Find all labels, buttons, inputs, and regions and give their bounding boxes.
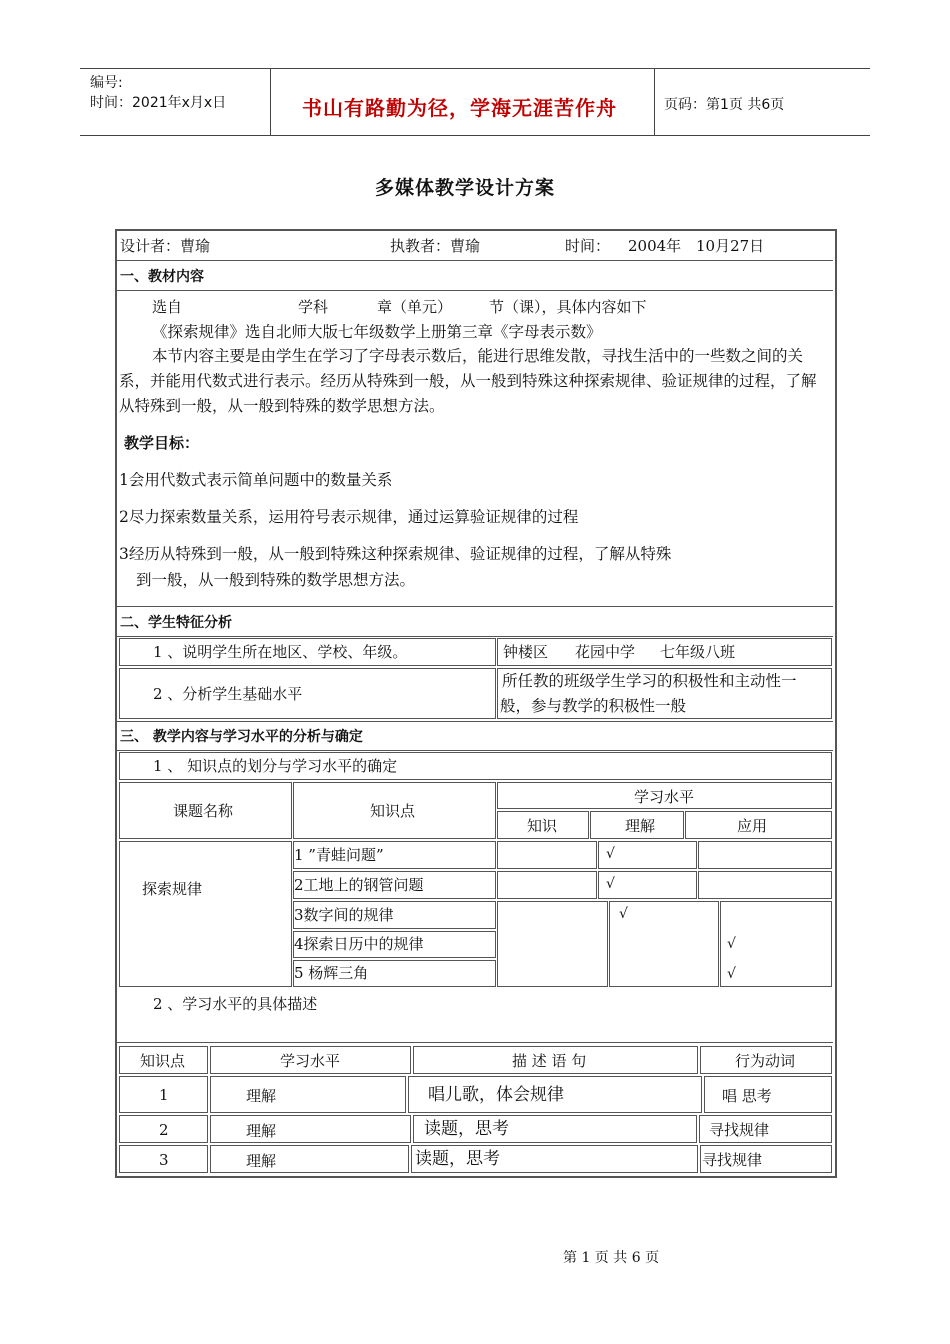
t1-col-topic: 课题名称 [173, 802, 234, 820]
t1-check-1: √ [606, 846, 615, 862]
t1-point-5: 5 杨辉三角 [294, 964, 369, 982]
time-label-info: 时间： [565, 237, 611, 255]
t2-r3-point: 3 [159, 1151, 169, 1169]
goal-2: 2尽力探索数量关系，运用符号表示规律，通过运算验证规律的过程 [119, 508, 579, 526]
sub1-heading: 1 、 知识点的划分与学习水平的确定 [153, 757, 398, 775]
rule [117, 721, 833, 722]
executor: 执教者：曹瑜 [390, 237, 481, 255]
rule [117, 290, 833, 291]
t2-h-verb: 行为动词 [735, 1052, 796, 1070]
t2-r1-desc: 唱儿歌，体会规律 [428, 1085, 564, 1105]
section1-heading: 一、教材内容 [120, 269, 204, 285]
header-bottom-rule [80, 135, 870, 136]
t2-r2-verb: 寻找规律 [709, 1121, 770, 1139]
s2-row1-value-b: 花园中学 [575, 643, 636, 661]
rule [117, 636, 833, 637]
t2-r3-level: 理解 [246, 1152, 277, 1170]
t2-r2-desc: 读题，思考 [424, 1119, 509, 1139]
motto: 书山有路勤为径，学海无涯苦作舟 [302, 96, 617, 120]
t1-col-apply: 应用 [737, 817, 768, 835]
s2-row2-label: 2 、分析学生基础水平 [153, 685, 303, 703]
t1-point-4: 4探索日历中的规律 [294, 935, 424, 953]
source-chapter: 章（单元） [377, 298, 453, 316]
t2-r1-level-cell [210, 1076, 406, 1113]
s2-row2-value-b: 般，参与教学的积极性一般 [500, 697, 687, 715]
sub2-heading: 2 、学习水平的具体描述 [153, 995, 318, 1013]
footer-page: 第 1 页 共 6 页 [563, 1250, 660, 1266]
t1-point-1: 1 ”青蛙问题” [294, 846, 384, 864]
t1-point-2: 2工地上的钢管问题 [294, 876, 424, 894]
t1-r345-apply-cell [720, 901, 832, 987]
t1-check-4: √ [727, 936, 736, 952]
t2-h-desc: 描 述 语 句 [512, 1052, 587, 1070]
t1-topic: 探索规律 [142, 880, 203, 898]
t1-r2-know-cell [497, 871, 597, 899]
rule [117, 606, 833, 607]
t2-r2-point: 2 [159, 1121, 169, 1139]
page-info: 页码：第1页 共6页 [664, 97, 785, 113]
header-divider-left [270, 68, 271, 135]
time-label: 时间：2021年x月x日 [90, 95, 227, 111]
t2-r1-level: 理解 [246, 1087, 277, 1105]
t2-r3-desc: 读题，思考 [415, 1149, 500, 1169]
section2-heading: 二、学生特征分析 [120, 615, 232, 631]
t1-r2-apply-cell [698, 871, 832, 899]
serial-label: 编号: [90, 75, 123, 91]
t1-topic-cell [119, 841, 292, 987]
t1-check-5: √ [727, 966, 736, 982]
t2-r2-level-cell [210, 1115, 411, 1143]
goal-1: 1会用代数式表示简单问题中的数量关系 [119, 471, 393, 489]
t1-col-know: 知识 [527, 817, 558, 835]
year: 2004年 [628, 237, 682, 255]
para2 [119, 344, 831, 419]
s2-row1-label: 1 、说明学生所在地区、学校、年级。 [153, 643, 408, 661]
s2-row1-value-c: 七年级八班 [660, 643, 736, 661]
t2-h-level: 学习水平 [280, 1052, 341, 1070]
t2-r2-level: 理解 [246, 1122, 277, 1140]
t2-r1-point: 1 [159, 1086, 169, 1104]
t1-r345-know-cell [497, 901, 608, 987]
t1-col-point: 知识点 [370, 802, 416, 820]
t1-check-3: √ [619, 906, 628, 922]
t2-r1-verb: 唱 思考 [722, 1087, 772, 1105]
goal-3b: 到一般，从一般到特殊的数学思想方法。 [136, 571, 416, 589]
t1-check-2: √ [606, 876, 615, 892]
rule [117, 1042, 833, 1043]
t1-r1-know-cell [497, 841, 597, 869]
rule [117, 750, 833, 751]
section3-heading: 三、 教学内容与学习水平的分析与确定 [120, 729, 363, 745]
header-top-rule [80, 68, 870, 69]
t1-col-level: 学习水平 [634, 788, 695, 806]
t1-col-understand: 理解 [625, 817, 656, 835]
t2-r3-level-cell [210, 1145, 409, 1173]
t2-r3-verb: 寻找规律 [702, 1151, 763, 1169]
para1: 《探索规律》选自北师大版七年级数学上册第三章《字母表示数》 [152, 323, 602, 341]
s2-row2-value-a: 所任教的班级学生学习的积极性和主动性一 [502, 672, 797, 690]
source-subject: 学科 [298, 298, 329, 316]
para2-text: 本节内容主要是由学生在学习了字母表示数后，能进行思维发散，寻找生活中的一些数之间的关系，并能用代数式进行表示。经历从特殊到一般，从一般到特殊这种探索规律、验证规律的过程，了解从特殊到一般，从一般到特殊的数学思想方法。 [119, 347, 817, 415]
date: 10月27日 [696, 237, 765, 255]
goals-heading: 教学目标： [124, 434, 200, 452]
source-select: 选自 [152, 298, 183, 316]
header-divider-right [654, 68, 655, 135]
designer: 设计者：曹瑜 [120, 237, 211, 255]
t1-r1-apply-cell [698, 841, 832, 869]
source-lesson: 节（课），具体内容如下 [489, 298, 647, 316]
t1-point-3: 3数字间的规律 [294, 906, 394, 924]
goal-3a: 3经历从特殊到一般，从一般到特殊这种探索规律、验证规律的过程，了解从特殊 [119, 545, 672, 563]
t2-h-point: 知识点 [140, 1052, 186, 1070]
document-title: 多媒体教学设计方案 [375, 177, 556, 199]
s2-row1-value-a: 钟楼区 [503, 643, 549, 661]
rule [117, 260, 833, 261]
